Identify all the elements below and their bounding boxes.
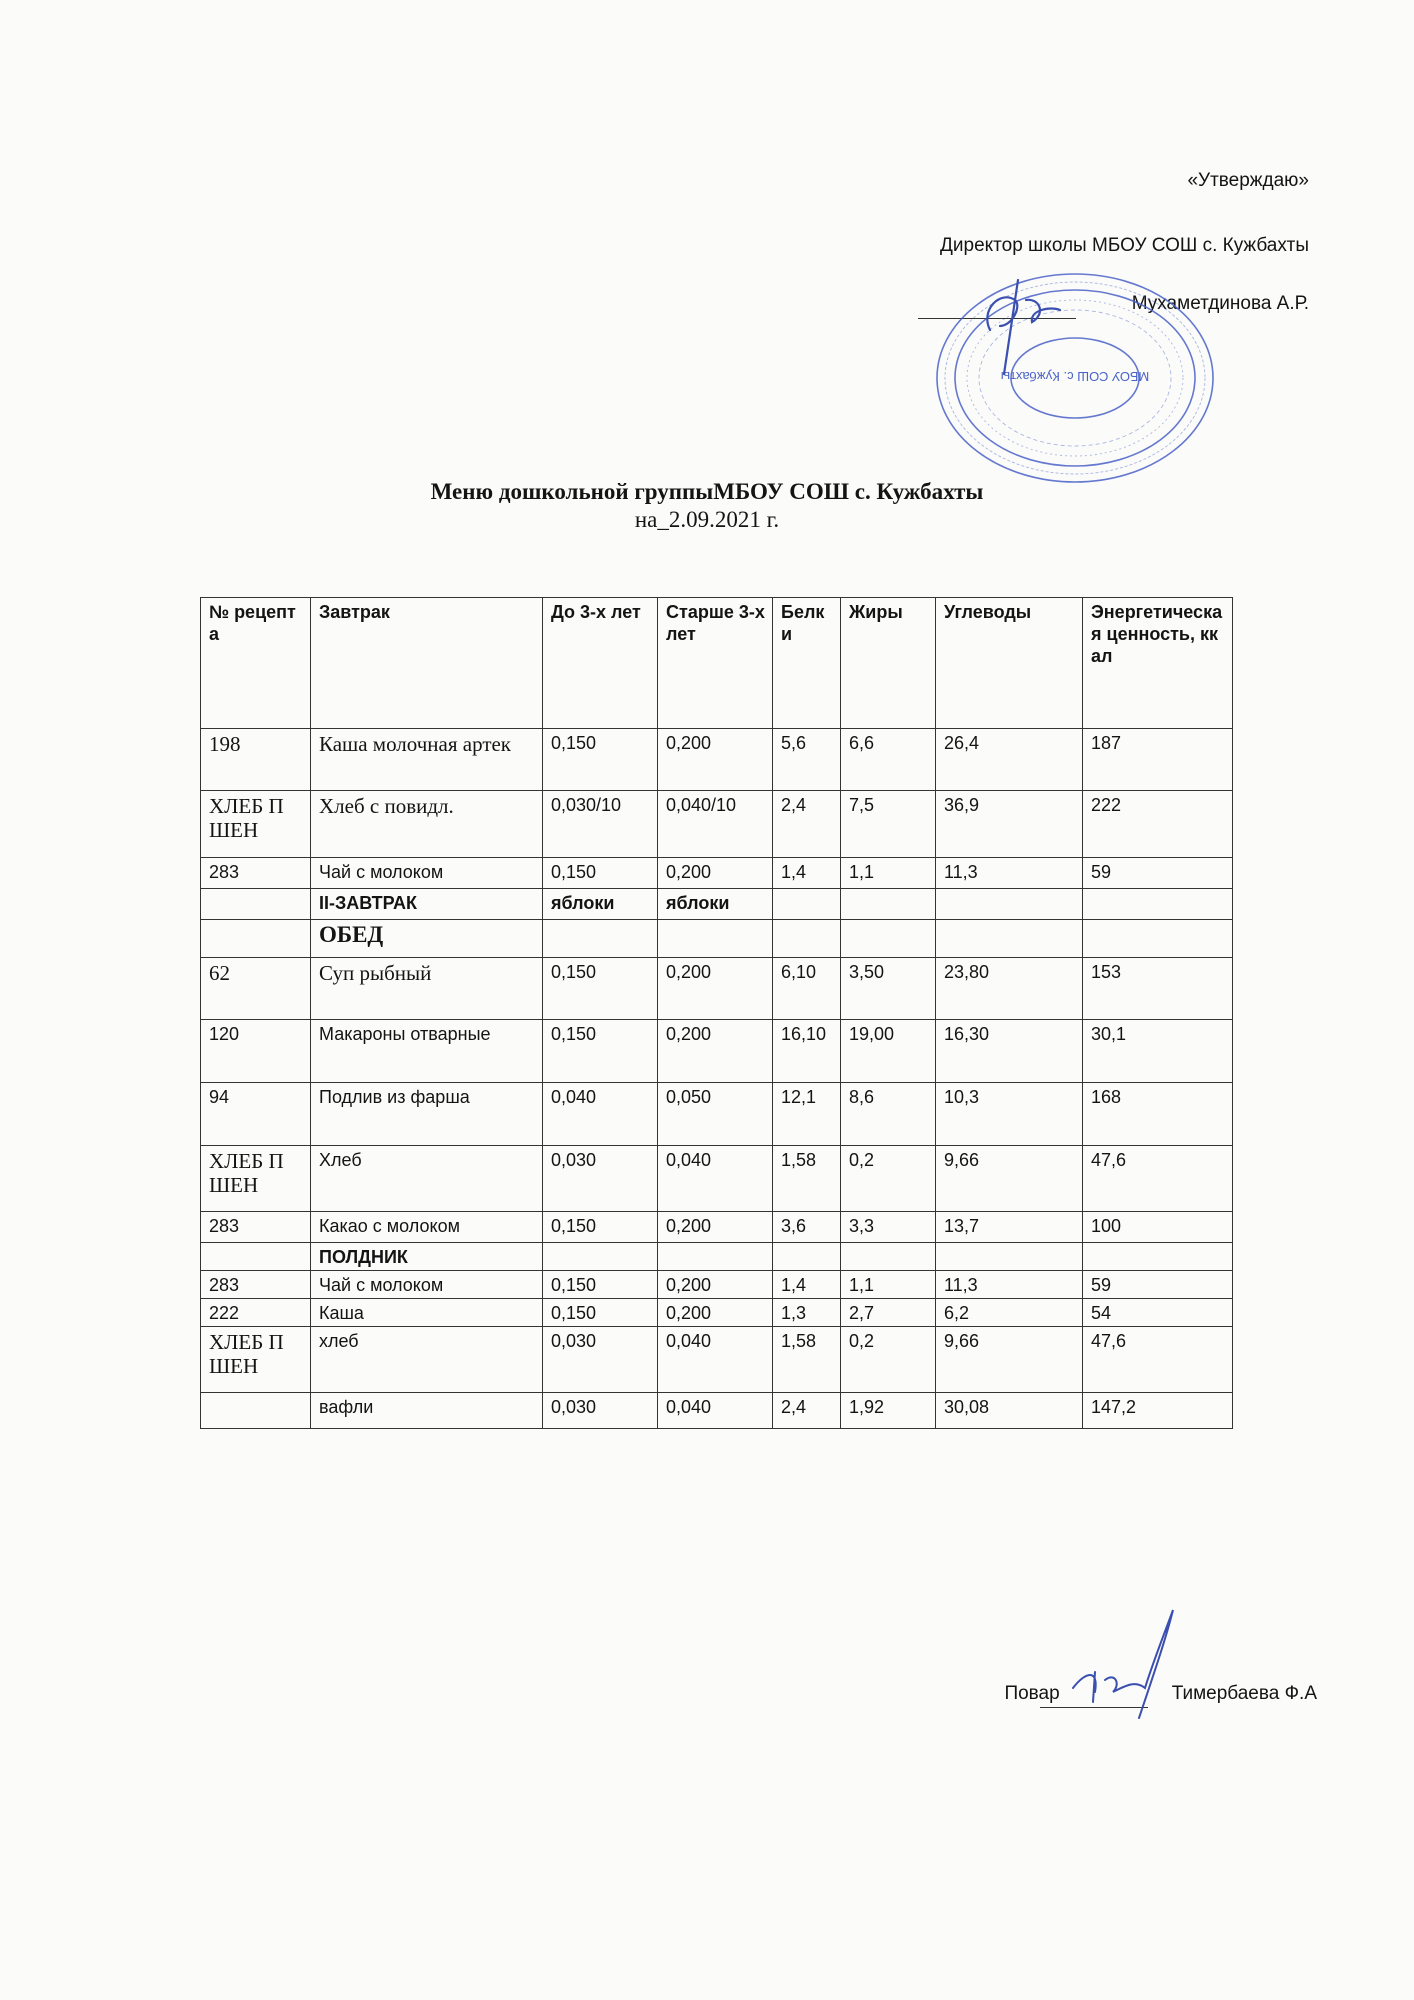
cell-energy: 59 [1083, 1271, 1233, 1299]
cell-fat: 19,00 [841, 1020, 936, 1083]
cell-carbs [936, 889, 1083, 920]
cell-under3: 0,150 [543, 1299, 658, 1327]
cell-recipe: 94 [201, 1083, 311, 1146]
cell-carbs: 9,66 [936, 1327, 1083, 1393]
cell-fat: 0,2 [841, 1146, 936, 1212]
cell-energy: 59 [1083, 858, 1233, 889]
table-row [201, 889, 1233, 920]
cell-carbs: 36,9 [936, 791, 1083, 858]
cell-recipe: ХЛЕБ ПШЕН [201, 791, 311, 858]
cell-over3: 0,050 [658, 1083, 773, 1146]
cook-name: Тимербаева Ф.А [1171, 1683, 1317, 1704]
document-title [0, 478, 1414, 534]
table-row [201, 1146, 1233, 1212]
cell-recipe [201, 889, 311, 920]
cell-recipe: 283 [201, 858, 311, 889]
cell-under3: 0,030 [543, 1146, 658, 1212]
cell-name: Каша молочная артек [311, 729, 543, 791]
cell-carbs: 11,3 [936, 858, 1083, 889]
cell-energy: 187 [1083, 729, 1233, 791]
cell-fat: 7,5 [841, 791, 936, 858]
cell-recipe: 283 [201, 1212, 311, 1243]
table-row [201, 1083, 1233, 1146]
cell-fat: 1,1 [841, 858, 936, 889]
cell-under3: 0,030/10 [543, 791, 658, 858]
header-under3: До 3-х лет [543, 598, 658, 729]
cell-name: вафли [311, 1393, 543, 1429]
cell-recipe: 283 [201, 1271, 311, 1299]
cell-carbs: 30,08 [936, 1393, 1083, 1429]
cell-over3: 0,200 [658, 1212, 773, 1243]
cell-energy: 153 [1083, 958, 1233, 1020]
section-second-breakfast: II-ЗАВТРАК [311, 889, 543, 920]
cell-under3 [543, 920, 658, 958]
cell-protein: 1,3 [773, 1299, 841, 1327]
cell-energy: 47,6 [1083, 1327, 1233, 1393]
cell-energy [1083, 889, 1233, 920]
table-row [201, 1271, 1233, 1299]
cell-over3: 0,200 [658, 729, 773, 791]
cell-over3: 0,040/10 [658, 791, 773, 858]
cell-protein: 1,4 [773, 858, 841, 889]
table-row [201, 729, 1233, 791]
cell-protein: 1,4 [773, 1271, 841, 1299]
cell-fat [841, 889, 936, 920]
cell-carbs: 26,4 [936, 729, 1083, 791]
cell-over3: яблоки [658, 889, 773, 920]
cell-recipe [201, 1393, 311, 1429]
table-row [201, 1212, 1233, 1243]
cell-energy: 54 [1083, 1299, 1233, 1327]
cell-name: Макароны отварные [311, 1020, 543, 1083]
header-row [201, 598, 1233, 729]
cell-protein: 3,6 [773, 1212, 841, 1243]
header-fat: Жиры [841, 598, 936, 729]
cell-protein: 1,58 [773, 1146, 841, 1212]
cell-recipe: 120 [201, 1020, 311, 1083]
header-over3: Старше 3-х лет [658, 598, 773, 729]
cell-protein: 12,1 [773, 1083, 841, 1146]
table-row [201, 1299, 1233, 1327]
cell-protein: 2,4 [773, 1393, 841, 1429]
table-row [201, 1327, 1233, 1393]
cell-name: Какао с молоком [311, 1212, 543, 1243]
table-row [201, 958, 1233, 1020]
cell-energy: 100 [1083, 1212, 1233, 1243]
cell-under3 [543, 1243, 658, 1271]
cell-under3: 0,040 [543, 1083, 658, 1146]
cell-under3: 0,030 [543, 1393, 658, 1429]
cell-protein [773, 1243, 841, 1271]
header-carbs: Углеводы [936, 598, 1083, 729]
cell-protein [773, 889, 841, 920]
cell-energy [1083, 920, 1233, 958]
cell-under3: яблоки [543, 889, 658, 920]
cell-under3: 0,150 [543, 729, 658, 791]
cell-energy: 168 [1083, 1083, 1233, 1146]
title-date: на_2.09.2021 г. [634, 507, 780, 532]
cell-recipe: 222 [201, 1299, 311, 1327]
cook-signature [1055, 1602, 1185, 1722]
cell-carbs: 6,2 [936, 1299, 1083, 1327]
cell-recipe: 198 [201, 729, 311, 791]
section-afternoon-snack: ПОЛДНИК [311, 1243, 543, 1271]
cell-recipe [201, 1243, 311, 1271]
cell-over3: 0,200 [658, 858, 773, 889]
table-row [201, 858, 1233, 889]
cell-over3: 0,200 [658, 1020, 773, 1083]
cell-under3: 0,030 [543, 1327, 658, 1393]
cell-energy: 30,1 [1083, 1020, 1233, 1083]
header-recipe: № рецепта [201, 598, 311, 729]
cell-protein: 6,10 [773, 958, 841, 1020]
cell-fat [841, 920, 936, 958]
cell-name: Хлеб [311, 1146, 543, 1212]
cell-protein: 2,4 [773, 791, 841, 858]
approval-title: «Утверждаю» [1187, 170, 1309, 191]
table-row [201, 920, 1233, 958]
cook-label: Повар [1004, 1683, 1060, 1704]
cell-carbs: 11,3 [936, 1271, 1083, 1299]
cell-carbs [936, 1243, 1083, 1271]
cell-over3: 0,200 [658, 958, 773, 1020]
cell-energy: 147,2 [1083, 1393, 1233, 1429]
table-row [201, 791, 1233, 858]
menu-table [200, 597, 1233, 1429]
cell-under3: 0,150 [543, 1212, 658, 1243]
cell-over3: 0,040 [658, 1393, 773, 1429]
cell-protein: 5,6 [773, 729, 841, 791]
cell-carbs: 9,66 [936, 1146, 1083, 1212]
cell-protein: 1,58 [773, 1327, 841, 1393]
cell-protein [773, 920, 841, 958]
cell-name: Подлив из фарша [311, 1083, 543, 1146]
cell-name: Суп рыбный [311, 958, 543, 1020]
cell-over3: 0,040 [658, 1146, 773, 1212]
cell-name: Хлеб с повидл. [311, 791, 543, 858]
cell-over3: 0,040 [658, 1327, 773, 1393]
header-energy: Энергетическая ценность, ккал [1083, 598, 1233, 729]
director-signature [960, 270, 1070, 380]
cell-fat [841, 1243, 936, 1271]
title-main: Меню дошкольной группыМБОУ СОШ с. Кужбахты [430, 479, 984, 504]
header-breakfast: Завтрак [311, 598, 543, 729]
cell-recipe: 62 [201, 958, 311, 1020]
cell-over3 [658, 1243, 773, 1271]
header-protein: Белки [773, 598, 841, 729]
cell-name: хлеб [311, 1327, 543, 1393]
cell-energy [1083, 1243, 1233, 1271]
director-name: Мухаметдинова А.Р. [1131, 293, 1309, 314]
cell-carbs [936, 920, 1083, 958]
cell-fat: 3,3 [841, 1212, 936, 1243]
cell-name: Чай с молоком [311, 1271, 543, 1299]
cell-name: Чай с молоком [311, 858, 543, 889]
cell-fat: 8,6 [841, 1083, 936, 1146]
cell-under3: 0,150 [543, 1020, 658, 1083]
cell-fat: 6,6 [841, 729, 936, 791]
cell-recipe: ХЛЕБ ПШЕН [201, 1327, 311, 1393]
cell-carbs: 10,3 [936, 1083, 1083, 1146]
table-row [201, 1243, 1233, 1271]
table-row [201, 1393, 1233, 1429]
cell-carbs: 16,30 [936, 1020, 1083, 1083]
cell-carbs: 13,7 [936, 1212, 1083, 1243]
cell-fat: 1,92 [841, 1393, 936, 1429]
cell-over3: 0,200 [658, 1299, 773, 1327]
cell-over3 [658, 920, 773, 958]
section-lunch: ОБЕД [311, 920, 543, 958]
cell-under3: 0,150 [543, 958, 658, 1020]
cell-under3: 0,150 [543, 1271, 658, 1299]
cell-under3: 0,150 [543, 858, 658, 889]
cell-carbs: 23,80 [936, 958, 1083, 1020]
cell-recipe: ХЛЕБ ПШЕН [201, 1146, 311, 1212]
cell-name: Каша [311, 1299, 543, 1327]
table-row [201, 1020, 1233, 1083]
director-line: Директор школы МБОУ СОШ с. Кужбахты [940, 235, 1309, 256]
cell-recipe [201, 920, 311, 958]
cell-over3: 0,200 [658, 1271, 773, 1299]
cell-protein: 16,10 [773, 1020, 841, 1083]
seal-text: МБОУ СОШ с. Кужбахты [1000, 369, 1150, 384]
cell-fat: 0,2 [841, 1327, 936, 1393]
cell-energy: 222 [1083, 791, 1233, 858]
cell-fat: 3,50 [841, 958, 936, 1020]
cell-energy: 47,6 [1083, 1146, 1233, 1212]
cell-fat: 1,1 [841, 1271, 936, 1299]
cell-fat: 2,7 [841, 1299, 936, 1327]
